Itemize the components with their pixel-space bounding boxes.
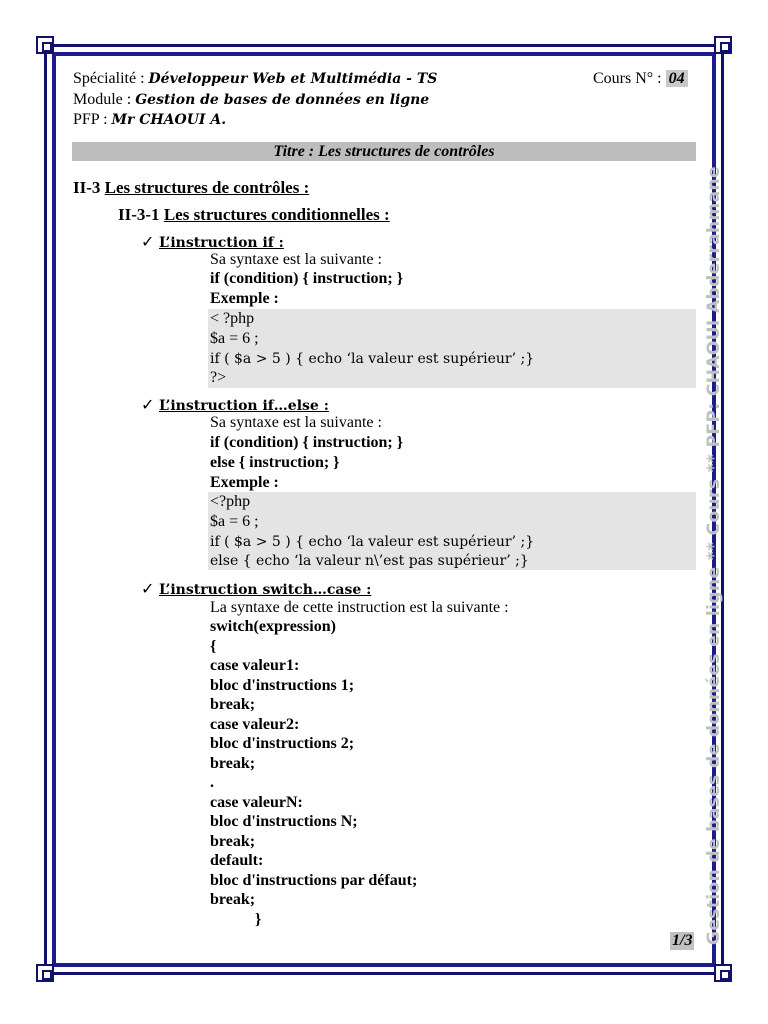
switch-line: bloc d'instructions 2; — [210, 735, 355, 752]
corner-ornament-top-right — [714, 36, 732, 54]
bullet-label: L’instruction if…else : — [159, 398, 329, 414]
example-label: Exemple : — [210, 474, 279, 491]
cours-number — [593, 70, 688, 88]
page-number: 1/3 — [672, 932, 693, 949]
checkmark-icon: ✓ — [141, 397, 155, 414]
code-line: else { echo ‘la valeur n\’est pas supérieur’ ;} — [210, 553, 529, 569]
bullet-if — [141, 232, 284, 252]
syntax-intro: Sa syntaxe est la suivante : — [210, 251, 382, 268]
cours-value: 04 — [666, 70, 688, 87]
switch-line: bloc d'instructions N; — [210, 813, 358, 830]
section-title: Les structures de contrôles : — [104, 178, 310, 197]
section-heading — [73, 178, 309, 198]
bullet-label: L’instruction switch…case : — [159, 582, 372, 598]
syntax-line: else { instruction; } — [210, 454, 340, 471]
switch-line: break; — [210, 833, 256, 850]
title-bar: Titre : Les structures de contrôles — [72, 142, 696, 161]
switch-line: case valeur2: — [210, 716, 300, 733]
switch-line: bloc d'instructions 1; — [210, 677, 355, 694]
corner-ornament-top-left — [36, 36, 54, 54]
checkmark-icon: ✓ — [141, 581, 155, 598]
switch-line: case valeurN: — [210, 794, 303, 811]
header-pfp — [73, 111, 226, 129]
subsection-number: II-3-1 — [118, 205, 160, 224]
switch-line: break; — [210, 755, 256, 772]
syntax-line: if (condition) { instruction; } — [210, 434, 404, 451]
code-line: <?php — [210, 493, 251, 510]
switch-line: { — [210, 638, 217, 655]
bullet-if-else — [141, 395, 329, 415]
switch-line: break; — [210, 891, 256, 908]
side-vertical-text: Gestion de bases de données en ligne ** Cours ** PFP: CHAOUI Abderrahmane — [704, 166, 724, 945]
subsection-title: Les structures conditionnelles : — [163, 205, 390, 224]
switch-line: default: — [210, 852, 264, 869]
switch-line: break; — [210, 696, 256, 713]
switch-line: . — [210, 774, 214, 791]
syntax-intro: La syntaxe de cette instruction est la suivante : — [210, 599, 509, 616]
switch-line: switch(expression) — [210, 618, 336, 635]
example-label: Exemple : — [210, 290, 279, 307]
switch-line: case valeur1: — [210, 657, 300, 674]
syntax-line: if (condition) { instruction; } — [210, 270, 404, 287]
module-label: Module : — [73, 91, 132, 108]
module-value: Gestion de bases de données en ligne — [135, 92, 430, 108]
pfp-value: Mr CHAOUI A. — [111, 112, 227, 128]
specialite-label: Spécialité : — [73, 70, 145, 87]
corner-ornament-bottom-left — [36, 964, 54, 982]
syntax-intro: Sa syntaxe est la suivante : — [210, 414, 382, 431]
section-number: II-3 — [73, 178, 101, 197]
cours-label: Cours N° : — [593, 70, 662, 87]
code-line: if ( $a > 5 ) { echo ‘la valeur est supérieur’ ;} — [210, 351, 535, 367]
header-module — [73, 91, 429, 109]
checkmark-icon: ✓ — [141, 234, 155, 251]
code-line: $a = 6 ; — [210, 513, 259, 530]
specialite-value: Développeur Web et Multimédia - TS — [148, 71, 438, 87]
code-line: if ( $a > 5 ) { echo ‘la valeur est supérieur’ ;} — [210, 534, 535, 550]
header-specialite — [73, 70, 437, 88]
code-line: < ?php — [210, 310, 255, 327]
code-line: ?> — [210, 369, 227, 386]
bullet-switch — [141, 579, 371, 599]
pfp-label: PFP : — [73, 111, 108, 128]
code-line: $a = 6 ; — [210, 330, 259, 347]
subsection-heading — [118, 205, 390, 225]
corner-ornament-bottom-right — [714, 964, 732, 982]
switch-closing-brace: } — [255, 911, 262, 928]
switch-line: bloc d'instructions par défaut; — [210, 872, 418, 889]
bullet-label: L’instruction if : — [159, 235, 284, 251]
